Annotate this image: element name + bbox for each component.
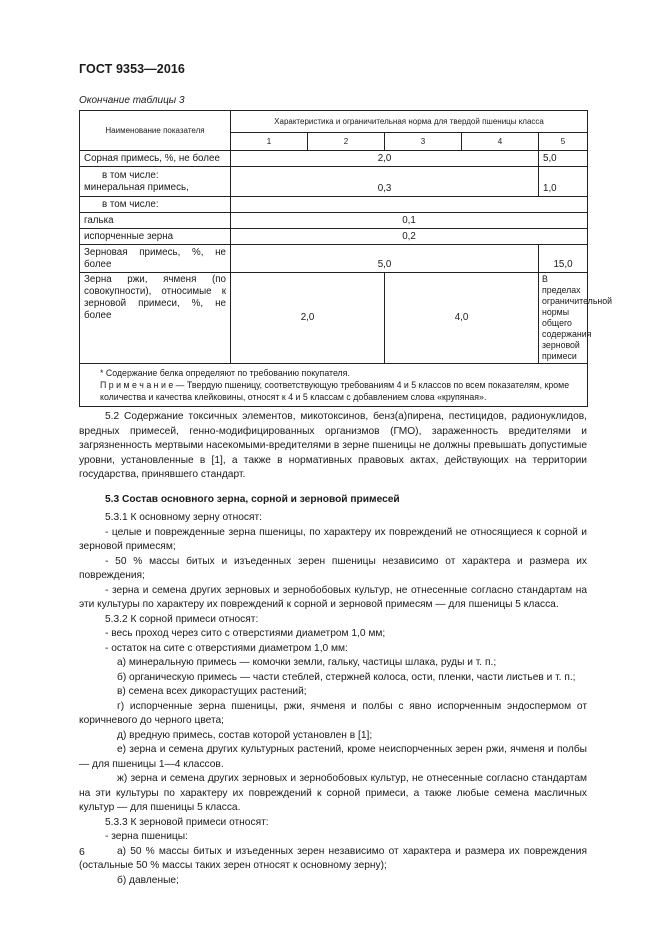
note-label: П р и м е ч а н и е — [100, 380, 174, 390]
list-item: а) 50 % массы битых и изъеденных зерен независимо от характера и размера их повреждения (остальные 50 % массы таких зерен относят к основному зерну); — [79, 845, 587, 871]
list-item: в) семена всех дикорастущих растений; — [117, 686, 307, 697]
row-label — [80, 167, 231, 197]
table-row — [80, 273, 588, 364]
row-label: Сорная примесь, %, не более — [80, 151, 231, 167]
class-header-2: 2 — [308, 133, 385, 151]
table-row — [80, 167, 588, 197]
list-item: - зерна пшеницы: — [105, 831, 188, 842]
list-item: а) минеральную примесь — комочки земли, гальку, частицы шлака, руды и т. п.; — [117, 657, 497, 668]
cell-value: 1,0 — [539, 167, 588, 197]
list-item: - весь проход через сито с отверстиями диаметром 1,0 мм; — [105, 628, 386, 639]
cell-value: 2,0 — [231, 273, 385, 364]
table-row — [80, 229, 588, 245]
table-header-row — [80, 111, 588, 133]
row-label-line: в том числе: — [102, 169, 159, 181]
note-text — [86, 379, 583, 403]
table-note-row — [80, 364, 588, 407]
document-title: ГОСТ 9353—2016 — [79, 62, 185, 76]
note-body: — Твердую пшеницу, соответствующую требованиям 4 и 5 классов по всем показателям, кроме количества и качества клейковины, относят к 4 и 5 классам с добавлением слова «крупяная». — [100, 380, 570, 402]
row-label: Зерновая примесь, %, не более — [80, 245, 231, 273]
paragraph: 5.3.1 К основному зерну относят: — [105, 512, 262, 523]
column-group-header: Характеристика и ограничительная норма для твердой пшеницы класса — [231, 111, 588, 133]
paragraph: 5.3.2 К сорной примеси относят: — [105, 613, 259, 625]
paragraph: 5.3.3 К зерновой примеси относят: — [105, 816, 269, 828]
cell-value: 0,1 — [231, 213, 588, 229]
row-label — [80, 197, 231, 213]
list-item: д) вредную примесь, состав которой установлен в [1]; — [117, 729, 373, 741]
row-label: испорченные зерна — [80, 229, 231, 245]
table-note — [80, 364, 588, 407]
footnote: * Содержание белка определяют по требованию покупателя. — [100, 368, 350, 378]
table-caption: Окончание таблицы 3 — [79, 95, 185, 106]
table-row — [80, 151, 588, 167]
cell-value: 0,2 — [231, 229, 588, 245]
empty-cell — [231, 197, 588, 213]
list-item: - остаток на сите с отверстиями диаметром 1,0 мм: — [105, 642, 348, 654]
class-header-5: 5 — [539, 133, 588, 151]
list-item: ж) зерна и семена других зерновых и зернобобовых культур, не отнесенные согласно стандартам на эти культуры по характеру их повреждений к сорной примеси, а также любые семена масличных культур — для пшеницы 5 класса. — [79, 773, 587, 813]
body-text — [79, 410, 587, 888]
section-heading-5-3: 5.3 Состав основного зерна, сорной и зерновой примесей — [105, 493, 400, 505]
cell-value: В пределах ограничительной нормы общего содержания зерновой примеси — [539, 273, 588, 364]
page-number: 6 — [79, 846, 85, 858]
list-item: б) давленые; — [117, 874, 179, 886]
cell-value: 5,0 — [231, 245, 539, 273]
list-item: б) органическую примесь — части стеблей, стержней колоса, ости, пленки, части листьев и т. п.; — [117, 671, 576, 683]
cell-value: 15,0 — [539, 245, 588, 273]
cell-value: 0,3 — [231, 167, 539, 197]
list-item: - целые и поврежденные зерна пшеницы, по характеру их повреждений не относящиеся к сорной и зерновой примесям; — [79, 526, 587, 552]
column-header-name: Наименование показателя — [80, 111, 231, 151]
paragraph-5-2: 5.2 Содержание токсичных элементов, микотоксинов, бенз(а)пирена, пестицидов, радионуклидов, вредных примесей, генно-модифицированных организмов (ГМО), зараженность вредителями и загрязненность мертвыми насекомыми-вредителями в зерне пшеницы не должны превышать допустимые уровни, установленные в [1], а также в нормативных правовых актах, действующих на территории государства, принявшего стандарт. — [79, 411, 587, 480]
class-header-3: 3 — [385, 133, 462, 151]
row-label: Зерна ржи, ячменя (по совокупности), относимые к зерновой примеси, %, не более — [80, 273, 231, 364]
row-label-line: в том числе: — [102, 198, 159, 210]
list-item: - 50 % массы битых и изъеденных зерен пшеницы независимо от характера и размера их повреждения; — [79, 555, 587, 581]
row-label-line: минеральная примесь, — [84, 181, 189, 193]
cell-value: 2,0 — [231, 151, 539, 167]
table-row — [80, 197, 588, 213]
class-header-1: 1 — [231, 133, 308, 151]
list-item: - зерна и семена других зерновых и зернобобовых культур, не отнесенные согласно стандартам на эти культуры по характеру их повреждений к сорной и зерновой примесям — для пшеницы 5 класса. — [79, 584, 587, 610]
spec-table — [79, 110, 613, 407]
list-item: г) испорченные зерна пшеницы, ржи, ячменя и полбы с явно испорченным эндоспермом от коричневого до черного цвета; — [79, 700, 587, 726]
table-row — [80, 245, 588, 273]
table-row — [80, 213, 588, 229]
class-header-4: 4 — [462, 133, 539, 151]
cell-value: 5,0 — [539, 151, 588, 167]
row-label: галька — [80, 213, 231, 229]
cell-value: 4,0 — [385, 273, 539, 364]
list-item: е) зерна и семена других культурных растений, кроме неиспорченных зерен ржи, ячменя и полбы — для пшеницы 1—4 классов. — [79, 744, 587, 770]
